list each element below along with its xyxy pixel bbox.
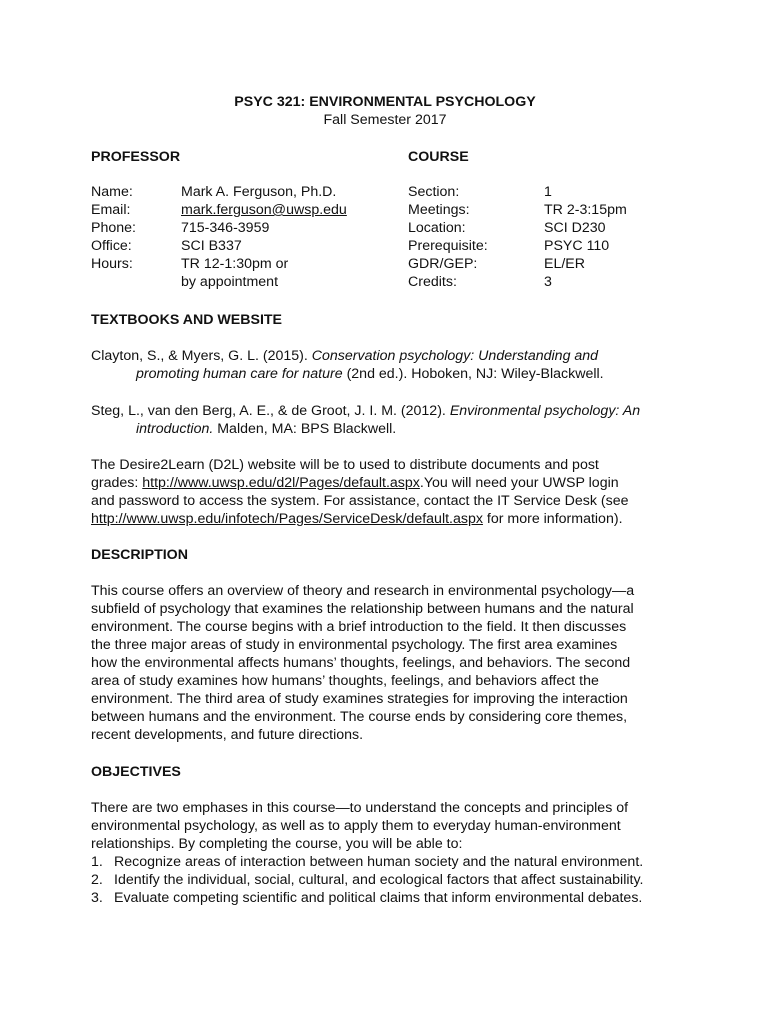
section-label: Section: — [408, 184, 460, 200]
gdr-gep-label: GDR/GEP: — [408, 256, 478, 272]
description-line: how the environmental affects humans’ thoughts, feelings, and behaviors. The second — [91, 655, 631, 671]
list-item — [91, 853, 691, 871]
location-label: Location: — [408, 220, 466, 236]
list-item — [91, 889, 691, 907]
ref1-title-cont: promoting human care for nature — [136, 366, 343, 382]
list-item-number: 2. — [91, 872, 103, 888]
gdr-gep-value: EL/ER — [544, 256, 586, 272]
list-item-text: Evaluate competing scientific and political claims that inform environmental debates. — [114, 890, 643, 906]
list-item-text: Identify the individual, social, cultural, and ecological factors that affect sustainability. — [114, 872, 644, 888]
list-item — [91, 871, 691, 889]
objectives-heading: OBJECTIVES — [91, 764, 181, 780]
textbook-reference-2 — [91, 402, 691, 438]
email-label: Email: — [91, 202, 131, 218]
list-item-text: Recognize areas of interaction between human society and the natural environment. — [114, 854, 644, 870]
office-label: Office: — [91, 238, 132, 254]
course-title: PSYC 321: ENVIRONMENTAL PSYCHOLOGY — [234, 94, 536, 110]
d2l-text: for more information). — [482, 511, 623, 527]
credits-value: 3 — [544, 274, 552, 290]
professor-phone: 715-346-3959 — [181, 220, 270, 236]
description-line: environment. The course begins with a brief introduction to the field. It then discusses — [91, 619, 627, 635]
d2l-line: The Desire2Learn (D2L) website will be to used to distribute documents and post — [91, 457, 599, 473]
meetings-value: TR 2-3:15pm — [544, 202, 627, 218]
list-item-number: 1. — [91, 854, 103, 870]
ref2-authors: Steg, L., van den Berg, A. E., & de Groot, J. I. M. (2012). — [91, 403, 450, 419]
d2l-text: grades: — [91, 475, 143, 491]
service-desk-link[interactable]: http://www.uwsp.edu/infotech/Pages/ServiceDesk/default.aspx — [91, 511, 483, 527]
d2l-paragraph — [91, 456, 691, 528]
professor-labels — [91, 183, 136, 273]
meetings-label: Meetings: — [408, 202, 470, 218]
description-line: the three major areas of study in environmental psychology. The first area examines — [91, 637, 618, 653]
ref2-publisher: Malden, MA: BPS Blackwell. — [213, 421, 397, 437]
description-line: between humans and the environment. The course ends by considering core themes, — [91, 709, 628, 725]
hours-label: Hours: — [91, 256, 133, 272]
ref2-title: Environmental psychology: An — [449, 403, 641, 419]
list-item-number: 3. — [91, 890, 103, 906]
objectives-line: environmental psychology, as well as to apply them to everyday human-environment — [91, 818, 621, 834]
professor-email-link[interactable]: mark.ferguson@uwsp.edu — [181, 202, 347, 218]
objectives-list — [91, 853, 691, 907]
textbooks-heading: TEXTBOOKS AND WEBSITE — [91, 312, 283, 328]
name-label: Name: — [91, 184, 133, 200]
section-value: 1 — [544, 184, 552, 200]
ref1-title: Conservation psychology: Understanding and — [311, 348, 599, 364]
d2l-text: .You will need your UWSP login — [419, 475, 619, 491]
credits-label: Credits: — [408, 274, 457, 290]
objectives-line: There are two emphases in this course—to understand the concepts and principles of — [91, 800, 629, 816]
ref2-title-cont: introduction. — [136, 421, 214, 437]
prerequisite-label: Prerequisite: — [408, 238, 488, 254]
description-paragraph — [91, 582, 691, 744]
description-line: area of study examines how humans’ thoughts, feelings, and behaviors affect the — [91, 673, 599, 689]
ref1-publisher: (2nd ed.). Hoboken, NJ: Wiley-Blackwell. — [342, 366, 604, 382]
professor-heading: PROFESSOR — [91, 149, 181, 165]
semester: Fall Semester 2017 — [323, 112, 447, 128]
description-heading: DESCRIPTION — [91, 547, 188, 563]
course-values — [544, 183, 627, 291]
prerequisite-value: PSYC 110 — [544, 238, 610, 254]
description-line: environment. The third area of study examines strategies for improving the interaction — [91, 691, 628, 707]
phone-label: Phone: — [91, 220, 136, 236]
course-heading: COURSE — [408, 149, 469, 165]
professor-hours-cont: by appointment — [181, 274, 279, 290]
d2l-link[interactable]: http://www.uwsp.edu/d2l/Pages/default.aspx — [142, 475, 420, 491]
description-line: recent developments, and future directions. — [91, 727, 364, 743]
location-value: SCI D230 — [544, 220, 606, 236]
professor-values — [181, 183, 347, 291]
professor-name: Mark A. Ferguson, Ph.D. — [181, 184, 337, 200]
ref1-authors: Clayton, S., & Myers, G. L. (2015). — [91, 348, 312, 364]
professor-office: SCI B337 — [181, 238, 242, 254]
textbook-reference-1 — [91, 347, 691, 383]
description-line: This course offers an overview of theory and research in environmental psychology—a — [91, 583, 635, 599]
course-labels — [408, 183, 488, 291]
d2l-line: and password to access the system. For assistance, contact the IT Service Desk (see — [91, 493, 629, 509]
objectives-line: relationships. By completing the course, you will be able to: — [91, 836, 463, 852]
description-line: subfield of psychology that examines the relationship between humans and the natural — [91, 601, 634, 617]
objectives-paragraph — [91, 799, 691, 853]
professor-hours: TR 12-1:30pm or — [181, 256, 289, 272]
document-header — [0, 93, 770, 129]
